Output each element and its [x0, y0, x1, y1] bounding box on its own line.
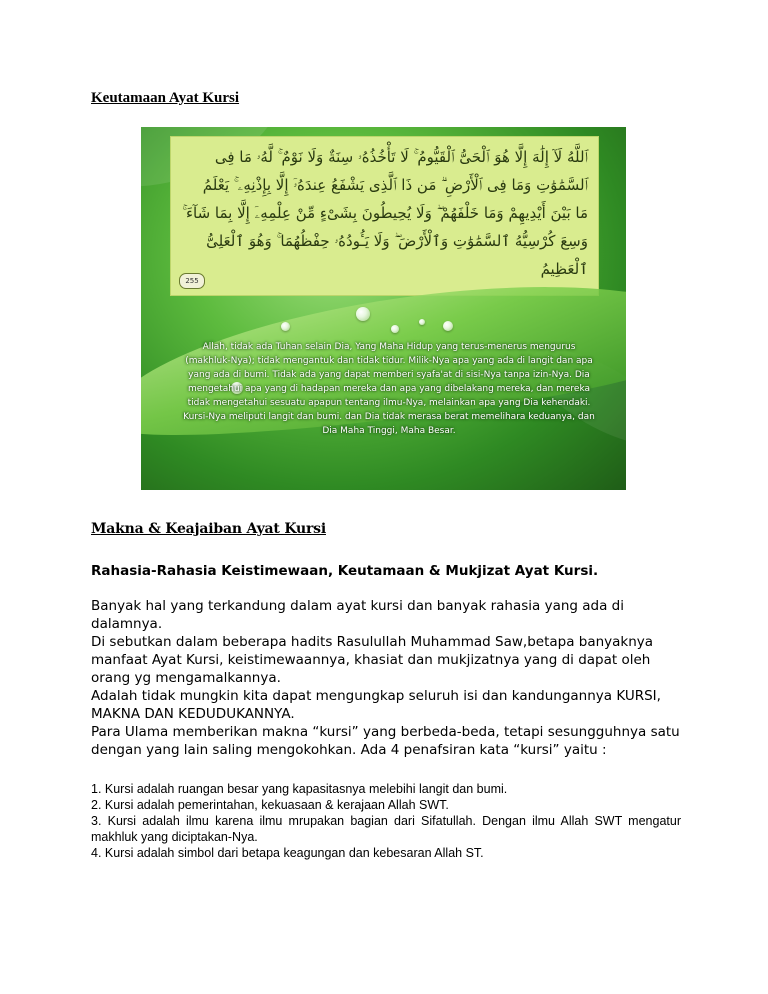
- heading-makna: Makna & Keajaiban Ayat Kursi: [91, 521, 326, 537]
- ayat-kursi-image: [141, 127, 626, 490]
- heading-keutamaan: Keutamaan Ayat Kursi: [91, 90, 240, 106]
- list-item: 1. Kursi adalah ruangan besar yang kapasitasnya melebihi langit dan bumi.: [91, 782, 508, 796]
- arabic-line: مَا بَيْنَ أَيْدِيهِمْ وَمَا خَلْفَهُمْ ۖ وَلَا يُحِيطُونَ بِشَىْءٍ مِّنْ عِلْمِهِۦٓ إِلَّا بِمَا شَآءَ ۚ: [182, 204, 588, 222]
- paragraph: Adalah tidak mungkin kita dapat mengungkap seluruh isi dan kandungannya KURSI, MAKNA DAN KEDUDUKANNYA.: [91, 688, 661, 722]
- arabic-line: ٱللَّهُ لَآ إِلَٰهَ إِلَّا هُوَ ٱلْحَىُّ ٱلْقَيُّومُ ۚ لَا تَأْخُذُهُۥ سِنَةٌ وَلَا نَوْمٌ ۚ لَّهُۥ مَا فِى: [214, 148, 588, 166]
- translation-text: Allah, tidak ada Tuhan selain Dia, Yang Maha Hidup yang terus-menerus mengurus (makhluk-Nya); tidak mengantuk dan tidak tidur. Milik-Nya apa yang ada di langit dan apa yang ada di bumi. Tidak ada yang dapat memberi syafa'at di sisi-Nya tanpa izin-Nya. Dia mengetahui apa yang di hadapan mereka dan apa yang dibelakang mereka, dan mereka tidak mengetahui sesuatu apapun tentang ilmu-Nya, melainkan apa yang Dia kehendaki. Kursi-Nya meliputi langit dan bumi. dan Dia tidak merasa berat memelihara keduanya, dan Dia Maha Tinggi, Maha Besar.: [183, 342, 595, 436]
- water-drop: [356, 307, 370, 321]
- body-paragraphs: [91, 597, 681, 759]
- water-drop: [391, 325, 399, 333]
- list-item: 2. Kursi adalah pemerintahan, kekuasaan & kerajaan Allah SWT.: [91, 798, 449, 812]
- paragraph: Banyak hal yang terkandung dalam ayat kursi dan banyak rahasia yang ada di dalamnya.: [91, 598, 624, 632]
- water-drop: [419, 319, 425, 325]
- water-drop: [281, 322, 290, 331]
- arabic-line: ٱلْعَظِيمُ: [540, 260, 588, 278]
- arabic-line: وَسِعَ كُرْسِيُّهُ ٱلسَّمَٰوَٰتِ وَٱلْأَرْضَ ۖ وَلَا يَـُٔودُهُۥ حِفْظُهُمَا ۚ وَهُوَ ٱلْعَلِىُّ: [206, 232, 588, 250]
- verse-number-badge: 255: [179, 273, 205, 289]
- arabic-line: ٱلسَّمَٰوَٰتِ وَمَا فِى ٱلْأَرْضِ ۗ مَن ذَا ٱلَّذِى يَشْفَعُ عِندَهُۥٓ إِلَّا بِإِذْنِهِۦ ۚ يَعْلَمُ: [202, 176, 588, 194]
- water-drop: [443, 321, 453, 331]
- kursi-meaning-list: [91, 781, 681, 861]
- list-item: 4. Kursi adalah simbol dari betapa keagungan dan kebesaran Allah ST.: [91, 846, 484, 860]
- list-item: 3. Kursi adalah ilmu karena ilmu mrupakan bagian dari Sifatullah. Dengan ilmu Allah SWT mengatur makhluk yang diciptakan-Nya.: [91, 814, 681, 844]
- paragraph: Para Ulama memberikan makna “kursi” yang berbeda-beda, tetapi sesungguhnya satu dengan yang lain saling mengokohkan. Ada 4 penafsiran kata “kursi” yaitu :: [91, 724, 680, 758]
- subheading-rahasia: Rahasia-Rahasia Keistimewaan, Keutamaan & Mukjizat Ayat Kursi.: [91, 563, 599, 579]
- paragraph: Di sebutkan dalam beberapa hadits Rasulullah Muhammad Saw,betapa banyaknya manfaat Ayat Kursi, keistimewaannya, khasiat dan mukjizatnya yang di dapat oleh orang yg mengamalkannya.: [91, 634, 654, 686]
- arabic-verse-panel: [170, 136, 599, 296]
